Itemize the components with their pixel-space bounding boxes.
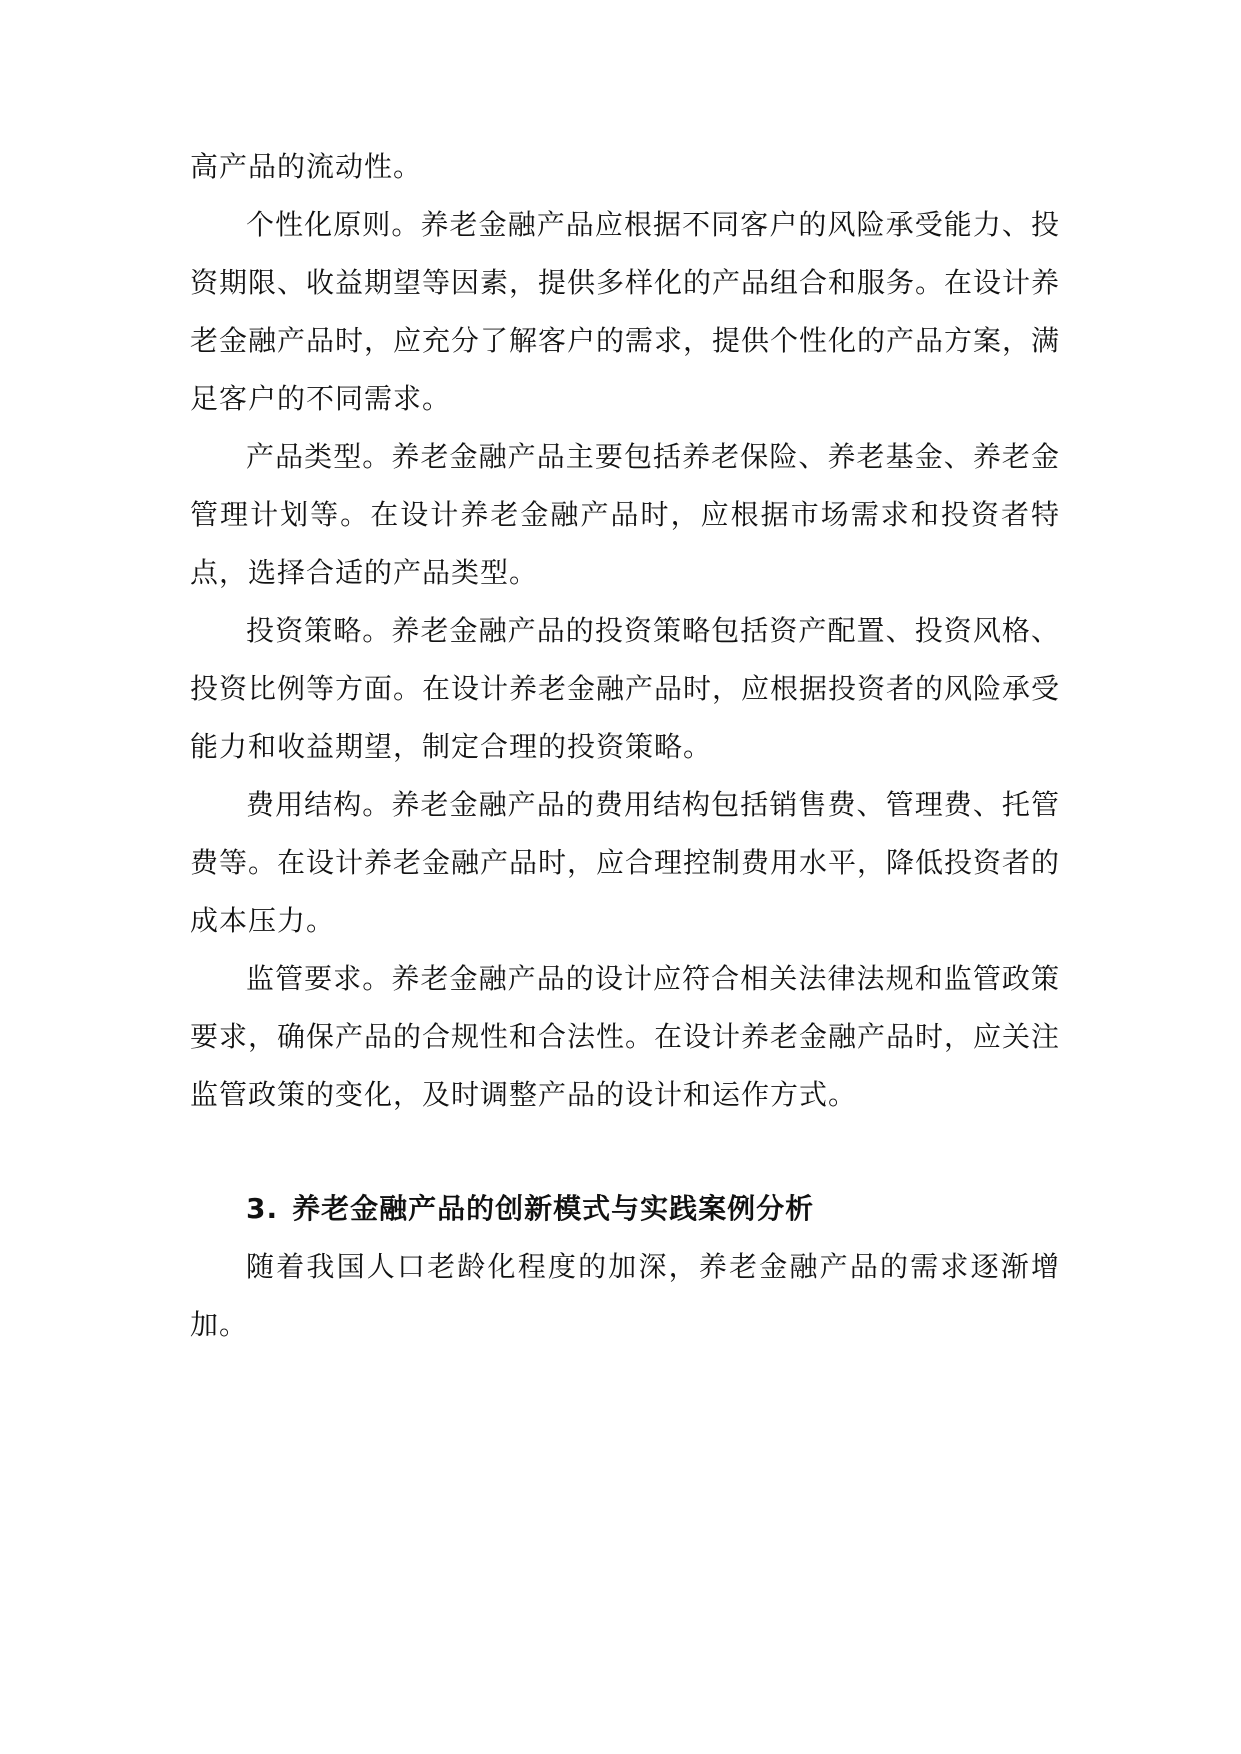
paragraph-personalization-principle: 个性化原则。养老金融产品应根据不同客户的风险承受能力、投资期限、收益期望等因素，提供多样化的产品组合和服务。在设计养老金融产品时，应充分了解客户的需求，提供个性化的产品方案，满足客户的不同需求。 [190, 208, 1061, 415]
section-title: 养老金融产品的创新模式与实践案例分析 [292, 1192, 815, 1225]
section-heading [190, 1180, 1060, 1238]
paragraph-product-types: 产品类型。养老金融产品主要包括养老保险、养老基金、养老金管理计划等。在设计养老金融产品时，应根据市场需求和投资者特点，选择合适的产品类型。 [190, 440, 1060, 589]
paragraph-continuation: 高产品的流动性。 [190, 150, 423, 183]
section-number: 3. [246, 1192, 279, 1225]
document-body [190, 138, 1060, 1354]
paragraph-regulatory-requirements: 监管要求。养老金融产品的设计应符合相关法律法规和监管政策要求，确保产品的合规性和合法性。在设计养老金融产品时，应关注监管政策的变化，及时调整产品的设计和运作方式。 [190, 962, 1061, 1111]
paragraph-fee-structure: 费用结构。养老金融产品的费用结构包括销售费、管理费、托管费等。在设计养老金融产品时，应合理控制费用水平，降低投资者的成本压力。 [190, 788, 1061, 937]
paragraph-investment-strategy: 投资策略。养老金融产品的投资策略包括资产配置、投资风格、投资比例等方面。在设计养老金融产品时，应根据投资者的风险承受能力和收益期望，制定合理的投资策略。 [190, 614, 1061, 763]
paragraph-section-intro: 随着我国人口老龄化程度的加深，养老金融产品的需求逐渐增加。 [190, 1250, 1060, 1341]
